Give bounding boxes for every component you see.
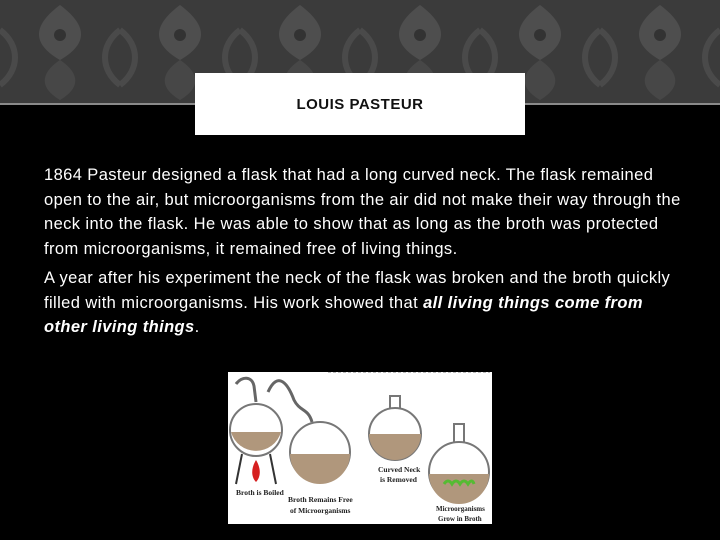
slide-title: LOUIS PASTEUR — [296, 95, 424, 113]
caption-free-2: of Microorganisms — [290, 506, 351, 515]
title-box — [195, 73, 525, 135]
paragraph-1: 1864 Pasteur designed a flask that had a long curved neck. The flask remained open to the air, but microorganisms from the air did not make their way through the neck into the flask. He was able to show that as long as the broth was protected from microorganisms, it remained free of living things. — [44, 166, 681, 258]
caption-boiled: Broth is Boiled — [236, 488, 284, 497]
slide-body — [44, 163, 684, 345]
paragraph-2-text: A year after his experiment the neck of the flask was broken and the broth quickly filled with microorganisms. His work showed that — [44, 269, 671, 312]
flask-experiment-figure — [228, 372, 492, 524]
caption-grow-2: Grow in Broth — [438, 515, 482, 523]
caption-removed-1: Curved Neck — [378, 465, 421, 474]
paragraph-2-emphasis: all living things come from other living things — [44, 293, 643, 336]
paragraph-2-end: . — [194, 318, 200, 336]
paragraph-2 — [44, 266, 684, 340]
caption-free-1: Broth Remains Free — [288, 495, 353, 504]
flask-illustration — [228, 372, 492, 524]
caption-removed-2: is Removed — [380, 475, 417, 484]
caption-grow-1: Microorganisms — [436, 505, 485, 513]
